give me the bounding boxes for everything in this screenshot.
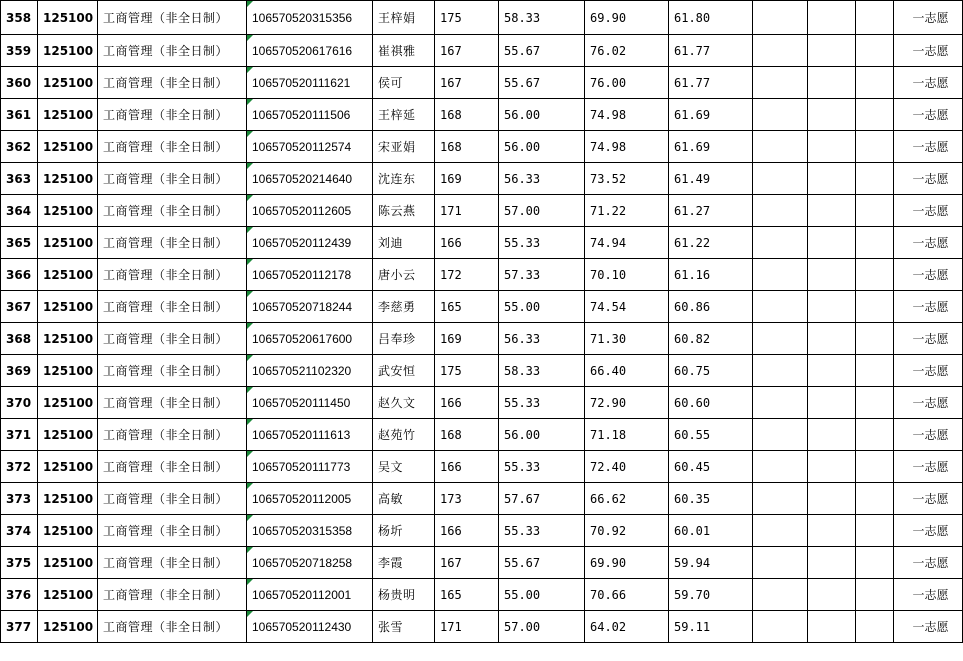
cell-rank[interactable]: 377	[1, 611, 38, 643]
table-row	[1, 355, 963, 387]
table-row	[1, 483, 963, 515]
cell-rank[interactable]: 373	[1, 483, 38, 515]
cell-total-score[interactable]: 169	[435, 163, 499, 195]
cell-empty[interactable]	[753, 579, 808, 611]
cell-empty[interactable]	[753, 291, 808, 323]
cell-rank[interactable]: 370	[1, 387, 38, 419]
cell-empty[interactable]	[808, 451, 856, 483]
cell-exam-id[interactable]: 106570520111506	[247, 99, 373, 131]
cell-score-a[interactable]: 56.00	[499, 131, 585, 163]
cell-empty[interactable]	[856, 99, 894, 131]
cell-score-b[interactable]: 64.02	[585, 611, 669, 643]
cell-score-b[interactable]: 71.18	[585, 419, 669, 451]
cell-total-score[interactable]: 175	[435, 1, 499, 35]
cell-empty[interactable]	[753, 163, 808, 195]
cell-total-score[interactable]: 171	[435, 611, 499, 643]
table-row	[1, 291, 963, 323]
cell-score-a[interactable]: 58.33	[499, 355, 585, 387]
cell-empty[interactable]	[753, 483, 808, 515]
cell-major-code[interactable]: 125100	[38, 259, 98, 291]
cell-total-score[interactable]: 165	[435, 579, 499, 611]
cell-name[interactable]: 唐小云	[373, 259, 435, 291]
cell-final-score[interactable]: 59.70	[669, 579, 753, 611]
cell-empty[interactable]	[856, 323, 894, 355]
cell-preference[interactable]: 一志愿	[894, 387, 963, 419]
cell-empty[interactable]	[856, 259, 894, 291]
cell-empty[interactable]	[856, 163, 894, 195]
cell-total-score[interactable]: 167	[435, 547, 499, 579]
cell-empty[interactable]	[856, 547, 894, 579]
cell-score-a[interactable]: 57.33	[499, 259, 585, 291]
cell-name[interactable]: 崔祺雅	[373, 35, 435, 67]
cell-empty[interactable]	[753, 1, 808, 35]
cell-major-name[interactable]: 工商管理（非全日制）	[98, 419, 247, 451]
cell-score-b[interactable]: 70.10	[585, 259, 669, 291]
cell-major-code[interactable]: 125100	[38, 67, 98, 99]
cell-preference[interactable]: 一志愿	[894, 195, 963, 227]
cell-rank[interactable]: 365	[1, 227, 38, 259]
cell-empty[interactable]	[808, 1, 856, 35]
cell-name[interactable]: 吕奉珍	[373, 323, 435, 355]
cell-total-score[interactable]: 166	[435, 515, 499, 547]
cell-score-b[interactable]: 70.66	[585, 579, 669, 611]
cell-empty[interactable]	[856, 611, 894, 643]
cell-empty[interactable]	[808, 291, 856, 323]
cell-final-score[interactable]: 61.16	[669, 259, 753, 291]
cell-total-score[interactable]: 167	[435, 35, 499, 67]
cell-major-name[interactable]: 工商管理（非全日制）	[98, 227, 247, 259]
cell-preference[interactable]: 一志愿	[894, 291, 963, 323]
cell-empty[interactable]	[753, 227, 808, 259]
cell-name[interactable]: 陈云燕	[373, 195, 435, 227]
cell-preference[interactable]: 一志愿	[894, 67, 963, 99]
cell-major-code[interactable]: 125100	[38, 387, 98, 419]
cell-final-score[interactable]: 61.77	[669, 35, 753, 67]
cell-major-name[interactable]: 工商管理（非全日制）	[98, 163, 247, 195]
cell-major-code[interactable]: 125100	[38, 515, 98, 547]
cell-major-code[interactable]: 125100	[38, 579, 98, 611]
cell-score-a[interactable]: 56.00	[499, 99, 585, 131]
cell-score-a[interactable]: 55.00	[499, 291, 585, 323]
cell-score-b[interactable]: 72.90	[585, 387, 669, 419]
cell-exam-id[interactable]: 106570520718244	[247, 291, 373, 323]
cell-preference[interactable]: 一志愿	[894, 451, 963, 483]
cell-total-score[interactable]: 165	[435, 291, 499, 323]
cell-name[interactable]: 刘迪	[373, 227, 435, 259]
cell-empty[interactable]	[753, 419, 808, 451]
cell-rank[interactable]: 369	[1, 355, 38, 387]
cell-empty[interactable]	[753, 195, 808, 227]
cell-final-score[interactable]: 61.80	[669, 1, 753, 35]
cell-empty[interactable]	[856, 483, 894, 515]
cell-exam-id[interactable]: 106570520214640	[247, 163, 373, 195]
cell-total-score[interactable]: 167	[435, 67, 499, 99]
cell-major-name[interactable]: 工商管理（非全日制）	[98, 195, 247, 227]
cell-score-b[interactable]: 71.30	[585, 323, 669, 355]
cell-total-score[interactable]: 166	[435, 387, 499, 419]
cell-empty[interactable]	[808, 611, 856, 643]
cell-major-name[interactable]: 工商管理（非全日制）	[98, 483, 247, 515]
cell-major-name[interactable]: 工商管理（非全日制）	[98, 1, 247, 35]
cell-name[interactable]: 吴文	[373, 451, 435, 483]
cell-major-code[interactable]: 125100	[38, 547, 98, 579]
cell-name[interactable]: 侯可	[373, 67, 435, 99]
cell-empty[interactable]	[753, 67, 808, 99]
cell-name[interactable]: 杨贵明	[373, 579, 435, 611]
cell-exam-id[interactable]: 106570520112001	[247, 579, 373, 611]
cell-final-score[interactable]: 60.35	[669, 483, 753, 515]
cell-score-a[interactable]: 55.00	[499, 579, 585, 611]
cell-empty[interactable]	[808, 323, 856, 355]
cell-empty[interactable]	[856, 1, 894, 35]
cell-major-name[interactable]: 工商管理（非全日制）	[98, 355, 247, 387]
table-row	[1, 195, 963, 227]
cell-total-score[interactable]: 173	[435, 483, 499, 515]
cell-rank[interactable]: 371	[1, 419, 38, 451]
cell-preference[interactable]: 一志愿	[894, 35, 963, 67]
table-row	[1, 419, 963, 451]
cell-empty[interactable]	[856, 515, 894, 547]
cell-major-name[interactable]: 工商管理（非全日制）	[98, 259, 247, 291]
table-row	[1, 579, 963, 611]
cell-name[interactable]: 沈连东	[373, 163, 435, 195]
cell-empty[interactable]	[808, 483, 856, 515]
cell-empty[interactable]	[808, 419, 856, 451]
cell-name[interactable]: 王梓延	[373, 99, 435, 131]
cell-preference[interactable]: 一志愿	[894, 547, 963, 579]
cell-major-name[interactable]: 工商管理（非全日制）	[98, 611, 247, 643]
table-row	[1, 451, 963, 483]
cell-rank[interactable]: 367	[1, 291, 38, 323]
cell-empty[interactable]	[808, 227, 856, 259]
cell-final-score[interactable]: 60.01	[669, 515, 753, 547]
cell-empty[interactable]	[856, 451, 894, 483]
cell-name[interactable]: 宋亚娟	[373, 131, 435, 163]
table-row	[1, 387, 963, 419]
cell-empty[interactable]	[856, 419, 894, 451]
cell-score-b[interactable]: 72.40	[585, 451, 669, 483]
cell-exam-id[interactable]: 106570520111613	[247, 419, 373, 451]
cell-preference[interactable]: 一志愿	[894, 163, 963, 195]
cell-empty[interactable]	[753, 611, 808, 643]
cell-preference[interactable]: 一志愿	[894, 131, 963, 163]
cell-major-code[interactable]: 125100	[38, 99, 98, 131]
cell-major-name[interactable]: 工商管理（非全日制）	[98, 323, 247, 355]
cell-score-a[interactable]: 56.33	[499, 323, 585, 355]
cell-preference[interactable]: 一志愿	[894, 355, 963, 387]
cell-major-name[interactable]: 工商管理（非全日制）	[98, 35, 247, 67]
cell-rank[interactable]: 376	[1, 579, 38, 611]
cell-final-score[interactable]: 60.55	[669, 419, 753, 451]
cell-major-code[interactable]: 125100	[38, 35, 98, 67]
cell-rank[interactable]: 360	[1, 67, 38, 99]
cell-empty[interactable]	[856, 195, 894, 227]
cell-score-b[interactable]: 73.52	[585, 163, 669, 195]
cell-empty[interactable]	[808, 259, 856, 291]
cell-final-score[interactable]: 61.77	[669, 67, 753, 99]
cell-score-a[interactable]: 55.33	[499, 451, 585, 483]
cell-empty[interactable]	[753, 547, 808, 579]
cell-exam-id[interactable]: 106570520315356	[247, 1, 373, 35]
cell-rank[interactable]: 368	[1, 323, 38, 355]
cell-major-name[interactable]: 工商管理（非全日制）	[98, 579, 247, 611]
cell-name[interactable]: 赵苑竹	[373, 419, 435, 451]
cell-final-score[interactable]: 59.11	[669, 611, 753, 643]
cell-total-score[interactable]: 168	[435, 99, 499, 131]
cell-preference[interactable]: 一志愿	[894, 611, 963, 643]
cell-empty[interactable]	[808, 163, 856, 195]
cell-final-score[interactable]: 60.82	[669, 323, 753, 355]
cell-rank[interactable]: 361	[1, 99, 38, 131]
cell-final-score[interactable]: 61.69	[669, 131, 753, 163]
cell-exam-id[interactable]: 106570520112005	[247, 483, 373, 515]
cell-final-score[interactable]: 60.75	[669, 355, 753, 387]
table-row	[1, 515, 963, 547]
cell-score-a[interactable]: 55.33	[499, 227, 585, 259]
cell-empty[interactable]	[856, 67, 894, 99]
cell-exam-id[interactable]: 106570520111773	[247, 451, 373, 483]
cell-score-a[interactable]: 57.00	[499, 195, 585, 227]
cell-major-code[interactable]: 125100	[38, 163, 98, 195]
cell-score-b[interactable]: 74.94	[585, 227, 669, 259]
cell-final-score[interactable]: 61.49	[669, 163, 753, 195]
cell-name[interactable]: 李慈勇	[373, 291, 435, 323]
cell-empty[interactable]	[753, 515, 808, 547]
cell-rank[interactable]: 366	[1, 259, 38, 291]
cell-preference[interactable]: 一志愿	[894, 515, 963, 547]
cell-preference[interactable]: 一志愿	[894, 99, 963, 131]
cell-empty[interactable]	[856, 291, 894, 323]
cell-empty[interactable]	[753, 355, 808, 387]
cell-major-name[interactable]: 工商管理（非全日制）	[98, 515, 247, 547]
cell-major-code[interactable]: 125100	[38, 131, 98, 163]
cell-major-code[interactable]: 125100	[38, 291, 98, 323]
cell-empty[interactable]	[856, 355, 894, 387]
cell-major-code[interactable]: 125100	[38, 451, 98, 483]
cell-empty[interactable]	[808, 355, 856, 387]
cell-empty[interactable]	[856, 227, 894, 259]
cell-name[interactable]: 王梓娟	[373, 1, 435, 35]
cell-empty[interactable]	[753, 387, 808, 419]
cell-rank[interactable]: 364	[1, 195, 38, 227]
cell-preference[interactable]: 一志愿	[894, 579, 963, 611]
cell-major-code[interactable]: 125100	[38, 323, 98, 355]
cell-score-b[interactable]: 74.98	[585, 99, 669, 131]
cell-preference[interactable]: 一志愿	[894, 483, 963, 515]
cell-exam-id[interactable]: 106570520112605	[247, 195, 373, 227]
cell-major-code[interactable]: 125100	[38, 483, 98, 515]
cell-exam-id[interactable]: 106570520112574	[247, 131, 373, 163]
cell-score-a[interactable]: 56.00	[499, 419, 585, 451]
cell-score-b[interactable]: 66.40	[585, 355, 669, 387]
cell-empty[interactable]	[808, 195, 856, 227]
cell-major-name[interactable]: 工商管理（非全日制）	[98, 547, 247, 579]
cell-exam-id[interactable]: 106570520112430	[247, 611, 373, 643]
cell-empty[interactable]	[753, 99, 808, 131]
cell-major-code[interactable]: 125100	[38, 419, 98, 451]
cell-name[interactable]: 武安恒	[373, 355, 435, 387]
cell-total-score[interactable]: 175	[435, 355, 499, 387]
cell-total-score[interactable]: 166	[435, 451, 499, 483]
cell-rank[interactable]: 358	[1, 1, 38, 35]
cell-score-b[interactable]: 69.90	[585, 1, 669, 35]
cell-name[interactable]: 张雪	[373, 611, 435, 643]
cell-name[interactable]: 高敏	[373, 483, 435, 515]
cell-score-b[interactable]: 69.90	[585, 547, 669, 579]
cell-major-code[interactable]: 125100	[38, 611, 98, 643]
cell-exam-id[interactable]: 106570520111450	[247, 387, 373, 419]
cell-exam-id[interactable]: 106570521102320	[247, 355, 373, 387]
cell-empty[interactable]	[808, 67, 856, 99]
cell-rank[interactable]: 375	[1, 547, 38, 579]
cell-rank[interactable]: 362	[1, 131, 38, 163]
table-row	[1, 1, 963, 35]
cell-empty[interactable]	[753, 451, 808, 483]
cell-empty[interactable]	[856, 579, 894, 611]
cell-score-a[interactable]: 55.67	[499, 547, 585, 579]
cell-name[interactable]: 赵久文	[373, 387, 435, 419]
table-row	[1, 611, 963, 643]
cell-exam-id[interactable]: 106570520112439	[247, 227, 373, 259]
cell-major-name[interactable]: 工商管理（非全日制）	[98, 99, 247, 131]
cell-exam-id[interactable]: 106570520112178	[247, 259, 373, 291]
cell-score-a[interactable]: 57.67	[499, 483, 585, 515]
table-row	[1, 99, 963, 131]
cell-empty[interactable]	[808, 579, 856, 611]
cell-name[interactable]: 杨圻	[373, 515, 435, 547]
table-row	[1, 547, 963, 579]
cell-final-score[interactable]: 61.22	[669, 227, 753, 259]
cell-score-b[interactable]: 70.92	[585, 515, 669, 547]
cell-final-score[interactable]: 59.94	[669, 547, 753, 579]
cell-score-b[interactable]: 74.98	[585, 131, 669, 163]
cell-rank[interactable]: 372	[1, 451, 38, 483]
table-row	[1, 163, 963, 195]
cell-score-a[interactable]: 55.67	[499, 67, 585, 99]
cell-score-a[interactable]: 56.33	[499, 163, 585, 195]
cell-empty[interactable]	[753, 35, 808, 67]
cell-exam-id[interactable]: 106570520111621	[247, 67, 373, 99]
cell-exam-id[interactable]: 106570520718258	[247, 547, 373, 579]
cell-empty[interactable]	[753, 323, 808, 355]
cell-empty[interactable]	[753, 259, 808, 291]
cell-total-score[interactable]: 171	[435, 195, 499, 227]
cell-score-b[interactable]: 74.54	[585, 291, 669, 323]
cell-major-code[interactable]: 125100	[38, 355, 98, 387]
cell-empty[interactable]	[808, 35, 856, 67]
cell-exam-id[interactable]: 106570520617616	[247, 35, 373, 67]
cell-empty[interactable]	[856, 35, 894, 67]
cell-major-name[interactable]: 工商管理（非全日制）	[98, 131, 247, 163]
cell-score-b[interactable]: 66.62	[585, 483, 669, 515]
cell-exam-id[interactable]: 106570520315358	[247, 515, 373, 547]
cell-total-score[interactable]: 169	[435, 323, 499, 355]
cell-preference[interactable]: 一志愿	[894, 227, 963, 259]
cell-score-a[interactable]: 58.33	[499, 1, 585, 35]
cell-preference[interactable]: 一志愿	[894, 1, 963, 35]
cell-score-a[interactable]: 57.00	[499, 611, 585, 643]
table-row	[1, 227, 963, 259]
cell-total-score[interactable]: 168	[435, 419, 499, 451]
cell-final-score[interactable]: 60.45	[669, 451, 753, 483]
cell-score-a[interactable]: 55.33	[499, 515, 585, 547]
cell-major-code[interactable]: 125100	[38, 195, 98, 227]
cell-score-a[interactable]: 55.33	[499, 387, 585, 419]
cell-empty[interactable]	[808, 547, 856, 579]
table-row	[1, 259, 963, 291]
cell-preference[interactable]: 一志愿	[894, 419, 963, 451]
cell-major-name[interactable]: 工商管理（非全日制）	[98, 67, 247, 99]
cell-rank[interactable]: 363	[1, 163, 38, 195]
cell-final-score[interactable]: 60.86	[669, 291, 753, 323]
cell-preference[interactable]: 一志愿	[894, 259, 963, 291]
cell-final-score[interactable]: 61.69	[669, 99, 753, 131]
cell-empty[interactable]	[753, 131, 808, 163]
table-row	[1, 323, 963, 355]
cell-empty[interactable]	[856, 131, 894, 163]
cell-final-score[interactable]: 60.60	[669, 387, 753, 419]
cell-final-score[interactable]: 61.27	[669, 195, 753, 227]
cell-empty[interactable]	[808, 387, 856, 419]
cell-name[interactable]: 李霞	[373, 547, 435, 579]
cell-major-code[interactable]: 125100	[38, 1, 98, 35]
cell-major-name[interactable]: 工商管理（非全日制）	[98, 387, 247, 419]
table-body	[1, 1, 963, 643]
cell-major-name[interactable]: 工商管理（非全日制）	[98, 291, 247, 323]
cell-empty[interactable]	[856, 387, 894, 419]
cell-major-code[interactable]: 125100	[38, 227, 98, 259]
cell-total-score[interactable]: 172	[435, 259, 499, 291]
cell-rank[interactable]: 374	[1, 515, 38, 547]
cell-total-score[interactable]: 166	[435, 227, 499, 259]
table-row	[1, 35, 963, 67]
cell-score-a[interactable]: 55.67	[499, 35, 585, 67]
cell-empty[interactable]	[808, 99, 856, 131]
cell-score-b[interactable]: 71.22	[585, 195, 669, 227]
cell-score-b[interactable]: 76.02	[585, 35, 669, 67]
cell-total-score[interactable]: 168	[435, 131, 499, 163]
cell-score-b[interactable]: 76.00	[585, 67, 669, 99]
cell-exam-id[interactable]: 106570520617600	[247, 323, 373, 355]
cell-preference[interactable]: 一志愿	[894, 323, 963, 355]
cell-empty[interactable]	[808, 131, 856, 163]
cell-major-name[interactable]: 工商管理（非全日制）	[98, 451, 247, 483]
cell-rank[interactable]: 359	[1, 35, 38, 67]
table-row	[1, 67, 963, 99]
cell-empty[interactable]	[808, 515, 856, 547]
table-row	[1, 131, 963, 163]
